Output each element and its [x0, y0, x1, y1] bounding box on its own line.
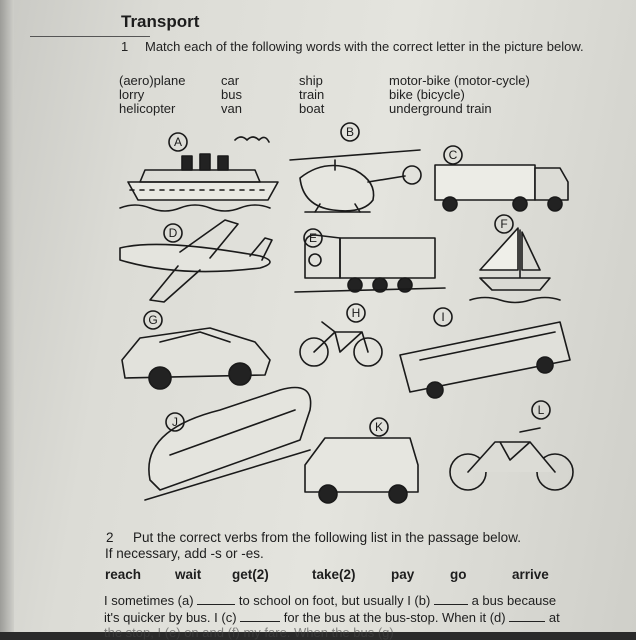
- picture-label-j: J: [172, 415, 178, 429]
- passage-text: to school on foot, but usually I (b): [238, 593, 431, 608]
- page-shadow-edge: [0, 0, 14, 632]
- picture-label-i: I: [441, 310, 445, 324]
- exercise-2-line2: If necessary, add -s or -es.: [105, 546, 264, 561]
- blank-b[interactable]: [434, 604, 468, 605]
- exercise-1-text: Match each of the following words with the correct letter in the picture below.: [145, 39, 584, 54]
- car-drawing: [122, 328, 270, 389]
- picture-label-b: B: [345, 125, 355, 139]
- page-title: Transport: [121, 12, 200, 31]
- picture-label-k: K: [374, 420, 384, 434]
- passage-text: I sometimes (a): [104, 593, 194, 608]
- passage-text: at: [548, 610, 560, 625]
- word-column-2: [221, 74, 242, 116]
- word-item: car: [221, 73, 240, 88]
- exercise-1-number: 1: [121, 39, 129, 54]
- exercise-1-instruction: [121, 40, 591, 54]
- word-item: bus: [221, 87, 242, 102]
- helicopter-drawing: [290, 150, 421, 212]
- passage-text: it's quicker by bus. I (c): [104, 610, 237, 625]
- bicycle-drawing: [300, 322, 382, 366]
- verb-wait: wait: [175, 567, 202, 582]
- train-drawing: [295, 235, 445, 292]
- van-drawing: [305, 438, 418, 503]
- blank-d[interactable]: [509, 621, 545, 622]
- passage: [104, 592, 604, 626]
- exercise-2-line1: Put the correct verbs from the following list in the passage below.: [133, 530, 521, 545]
- picture-label-c: C: [448, 148, 458, 162]
- exercise-2-instruction: [105, 530, 521, 562]
- word-column-3: [299, 74, 324, 116]
- word-item: lorry: [119, 87, 145, 102]
- verb-reach: reach: [105, 567, 142, 582]
- word-item: van: [221, 101, 242, 116]
- passage-text: for the bus at the bus-stop. When it (d): [283, 610, 506, 625]
- title-underline: [30, 36, 150, 37]
- picture-label-e: E: [308, 231, 318, 245]
- picture-label-f: F: [500, 217, 508, 231]
- exercise-2-number: 2: [106, 530, 114, 545]
- picture-label-a: A: [173, 135, 183, 149]
- picture-label-h: H: [351, 306, 361, 320]
- picture-label-d: D: [168, 226, 178, 240]
- word-item: motor-bike (motor-cycle): [389, 73, 530, 88]
- passage-line-2: [104, 609, 604, 626]
- verb-arrive: arrive: [512, 567, 549, 582]
- picture-label-l: L: [537, 403, 545, 417]
- picture-label-g: G: [148, 313, 158, 327]
- passage-line-3-cut-off: the stop, I (e) on and (f) my fare. When the bus (g): [104, 625, 394, 640]
- motorbike-drawing: [450, 428, 573, 490]
- word-item: train: [299, 87, 325, 102]
- passage-line-1: [104, 592, 604, 609]
- aeroplane-drawing: [120, 220, 272, 302]
- verb-take: take(2): [312, 567, 356, 582]
- blank-a[interactable]: [197, 604, 235, 605]
- word-item: helicopter: [119, 101, 176, 116]
- blank-c[interactable]: [240, 621, 280, 622]
- word-column-4: [389, 74, 530, 116]
- word-column-1: [119, 74, 186, 116]
- boat-drawing: [470, 228, 560, 303]
- passage-text: a bus because: [471, 593, 557, 608]
- word-item: underground train: [389, 101, 492, 116]
- underground-train-drawing: [145, 388, 311, 501]
- verb-pay: pay: [391, 567, 415, 582]
- lorry-drawing: [435, 165, 568, 211]
- bus-drawing: [400, 322, 570, 398]
- verb-get: get(2): [232, 567, 269, 582]
- word-item: (aero)plane: [119, 73, 186, 88]
- verb-go: go: [450, 567, 467, 582]
- transport-illustration: [100, 120, 600, 522]
- word-item: ship: [299, 73, 323, 88]
- word-item: boat: [299, 101, 325, 116]
- word-item: bike (bicycle): [389, 87, 465, 102]
- ship-drawing: [120, 137, 278, 211]
